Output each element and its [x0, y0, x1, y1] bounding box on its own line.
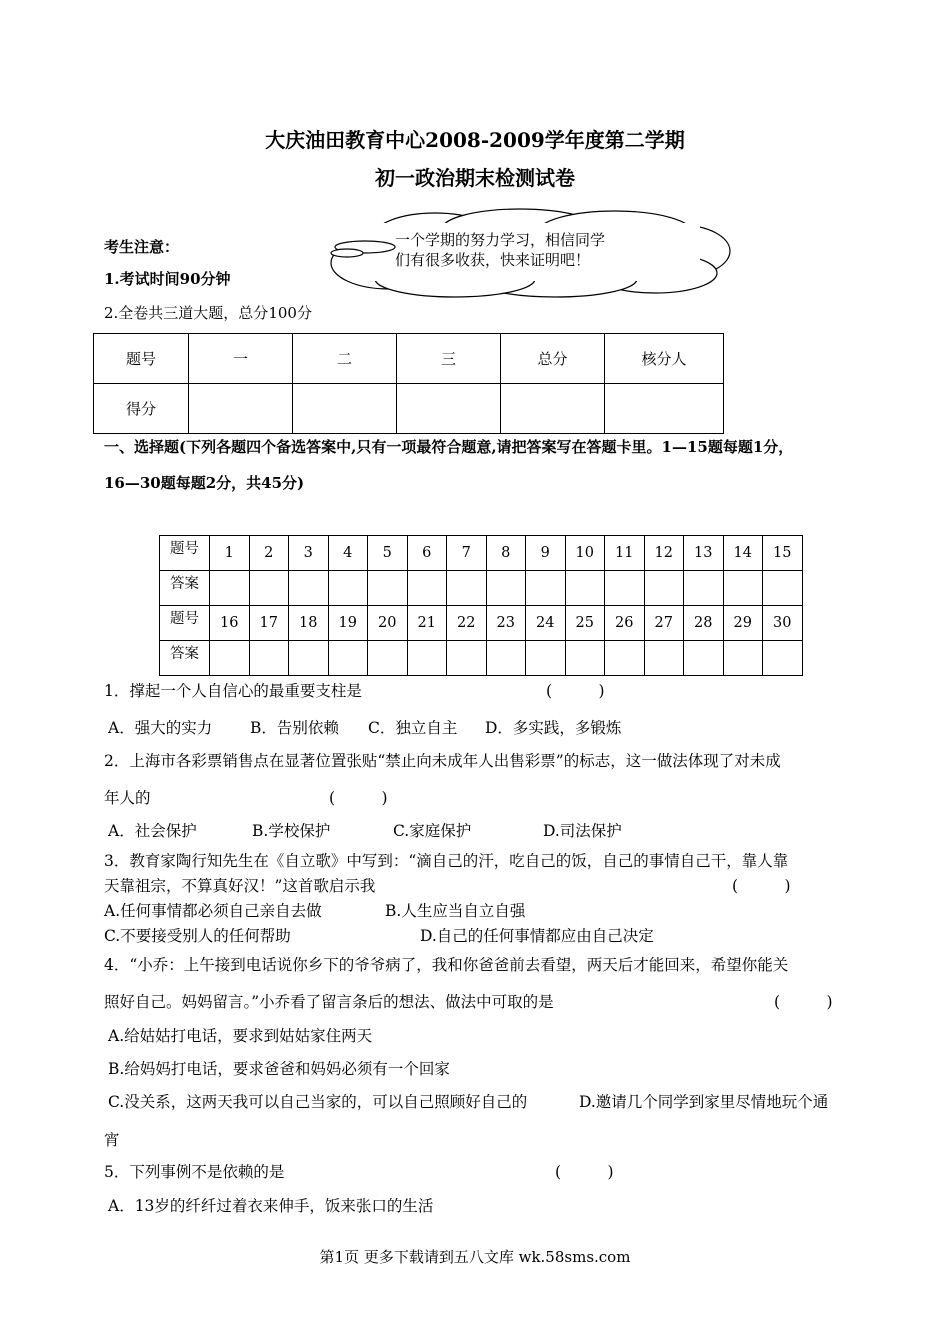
q3-option-d: D.自己的任何事情都应由自己决定	[420, 927, 654, 945]
question-number: 25	[565, 606, 605, 641]
q4-stem-line1: 4．“小乔：上午接到电话说你乡下的爷爷病了，我和你爸爸前去看望，两天后才能回来，希望你能关	[104, 956, 789, 974]
answer-cell[interactable]	[486, 641, 526, 676]
question-number: 27	[644, 606, 684, 641]
answer-cell[interactable]	[565, 571, 605, 606]
answer-cell[interactable]	[644, 641, 684, 676]
answer-grid-label-ans: 答案	[160, 641, 210, 676]
score-cell[interactable]	[605, 384, 724, 434]
q5-option-a: A．13岁的纤纤过着衣来伸手，饭来张口的生活	[108, 1197, 434, 1215]
q3-option-b: B.人生应当自立自强	[385, 902, 526, 920]
answer-cell[interactable]	[486, 571, 526, 606]
question-number: 29	[723, 606, 763, 641]
question-number: 22	[447, 606, 487, 641]
score-cell[interactable]	[293, 384, 397, 434]
answer-cell[interactable]	[249, 571, 289, 606]
q2-option-b: B.学校保护	[252, 822, 331, 840]
answer-cell[interactable]	[407, 571, 447, 606]
question-number: 2	[249, 536, 289, 571]
answer-cell[interactable]	[763, 641, 803, 676]
score-header-cell: 题号	[94, 334, 189, 384]
question-number: 10	[565, 536, 605, 571]
answer-cell[interactable]	[210, 571, 250, 606]
score-header-cell: 核分人	[605, 334, 724, 384]
notice-item-total: 2.全卷共三道大题，总分100分	[104, 304, 312, 322]
answer-cell[interactable]	[289, 571, 329, 606]
q4-option-a: A.给姑姑打电话，要求到姑姑家住两天	[108, 1027, 373, 1045]
question-number: 17	[249, 606, 289, 641]
score-cell[interactable]	[397, 384, 501, 434]
q1-stem: 1．撑起一个人自信心的最重要支柱是	[104, 682, 362, 700]
cloud-text-line2: 们有很多收获，快来证明吧！	[395, 251, 591, 269]
q2-option-c: C.家庭保护	[393, 822, 472, 840]
answer-grid-label-no: 题号	[160, 606, 210, 641]
answer-cell[interactable]	[249, 641, 289, 676]
q4-stem-line2: 照好自己。妈妈留言。”小乔看了留言条后的想法、做法中可取的是	[104, 993, 554, 1011]
exam-title-line1: 大庆油田教育中心2008-2009学年度第二学期	[265, 128, 685, 152]
answer-cell[interactable]	[526, 571, 566, 606]
q4-option-d-line2: 宵	[104, 1131, 120, 1149]
notice-item-time: 1.考试时间90分钟	[104, 270, 231, 288]
answer-cell[interactable]	[526, 641, 566, 676]
q3-answer-paren: ( )	[732, 877, 791, 895]
answer-cell[interactable]	[723, 571, 763, 606]
answer-cell[interactable]	[605, 571, 645, 606]
answer-cell[interactable]	[605, 641, 645, 676]
score-header-cell: 一	[189, 334, 293, 384]
q3-option-c: C.不要接受别人的任何帮助	[104, 927, 291, 945]
q5-stem: 5．下列事例不是依赖的是	[104, 1163, 285, 1181]
score-table	[93, 333, 724, 434]
answer-cell[interactable]	[763, 571, 803, 606]
question-number: 26	[605, 606, 645, 641]
q1-option-c: C．独立自主	[368, 719, 458, 737]
q2-answer-paren: ( )	[329, 789, 388, 807]
q2-option-d: D.司法保护	[543, 822, 622, 840]
question-number: 23	[486, 606, 526, 641]
q2-stem-line1: 2．上海市各彩票销售点在显著位置张贴“禁止向未成年人出售彩票”的标志，这一做法体现了对未成	[104, 752, 781, 770]
question-number: 7	[447, 536, 487, 571]
question-number: 20	[368, 606, 408, 641]
question-number: 13	[684, 536, 724, 571]
section1-instructions-line1: 一、选择题(下列各题四个备选答案中,只有一项最符合题意,请把答案写在答题卡里。1—15题每题1分，	[104, 438, 794, 456]
question-number: 5	[368, 536, 408, 571]
q2-option-a: A．社会保护	[108, 822, 197, 840]
answer-cell[interactable]	[328, 571, 368, 606]
q3-stem-line2: 天靠祖宗，不算真好汉！”这首歌启示我	[104, 877, 376, 895]
answer-cell[interactable]	[368, 571, 408, 606]
q4-answer-paren: ( )	[774, 993, 833, 1011]
question-number: 30	[763, 606, 803, 641]
answer-cell[interactable]	[328, 641, 368, 676]
question-number: 21	[407, 606, 447, 641]
q1-option-b: B．告别依赖	[250, 719, 339, 737]
q3-option-a: A.任何事情都必须自己亲自去做	[104, 902, 322, 920]
score-cell[interactable]	[501, 384, 605, 434]
question-number: 19	[328, 606, 368, 641]
question-number: 8	[486, 536, 526, 571]
question-number: 28	[684, 606, 724, 641]
question-number: 16	[210, 606, 250, 641]
question-number: 6	[407, 536, 447, 571]
score-cell[interactable]	[189, 384, 293, 434]
answer-cell[interactable]	[723, 641, 763, 676]
answer-cell[interactable]	[565, 641, 605, 676]
q2-stem-line2: 年人的	[104, 789, 151, 807]
answer-cell[interactable]	[447, 571, 487, 606]
q4-option-d-line1: D.邀请几个同学到家里尽情地玩个通	[579, 1093, 829, 1111]
section1-instructions-line2: 16—30题每题2分，共45分)	[104, 474, 305, 492]
answer-cell[interactable]	[684, 641, 724, 676]
score-row-label: 得分	[94, 384, 189, 434]
q4-option-c: C.没关系，这两天我可以自己当家的，可以自己照顾好自己的	[108, 1093, 528, 1111]
answer-cell[interactable]	[368, 641, 408, 676]
question-number: 18	[289, 606, 329, 641]
exam-title-line2: 初一政治期末检测试卷	[375, 166, 575, 190]
question-number: 9	[526, 536, 566, 571]
question-number: 3	[289, 536, 329, 571]
q5-answer-paren: ( )	[555, 1163, 614, 1181]
q4-option-b: B.给妈妈打电话，要求爸爸和妈妈必须有一个回家	[108, 1060, 450, 1078]
question-number: 11	[605, 536, 645, 571]
question-number: 12	[644, 536, 684, 571]
answer-cell[interactable]	[447, 641, 487, 676]
question-number: 15	[763, 536, 803, 571]
q3-stem-line1: 3．教育家陶行知先生在《自立歌》中写到：“滴自己的汗，吃自己的饭，自己的事情自己干，靠人靠	[104, 852, 789, 870]
answer-grid-label-no: 题号	[160, 536, 210, 571]
question-number: 14	[723, 536, 763, 571]
q1-answer-paren: ( )	[546, 682, 605, 700]
q1-option-d: D．多实践，多锻炼	[485, 719, 622, 737]
question-number: 1	[210, 536, 250, 571]
answer-grid-label-ans: 答案	[160, 571, 210, 606]
answer-grid	[159, 535, 803, 676]
score-header-cell: 三	[397, 334, 501, 384]
answer-cell[interactable]	[684, 571, 724, 606]
answer-cell[interactable]	[644, 571, 684, 606]
score-header-cell: 总分	[501, 334, 605, 384]
score-header-cell: 二	[293, 334, 397, 384]
notice-heading: 考生注意：	[104, 238, 180, 256]
cloud-text-line1: 一个学期的努力学习，相信同学	[395, 231, 606, 249]
question-number: 4	[328, 536, 368, 571]
question-number: 24	[526, 606, 566, 641]
answer-cell[interactable]	[407, 641, 447, 676]
answer-cell[interactable]	[289, 641, 329, 676]
answer-cell[interactable]	[210, 641, 250, 676]
page-footer: 第1页 更多下载请到五八文库 wk.58sms.com	[319, 1248, 631, 1266]
q1-option-a: A．强大的实力	[108, 719, 213, 737]
